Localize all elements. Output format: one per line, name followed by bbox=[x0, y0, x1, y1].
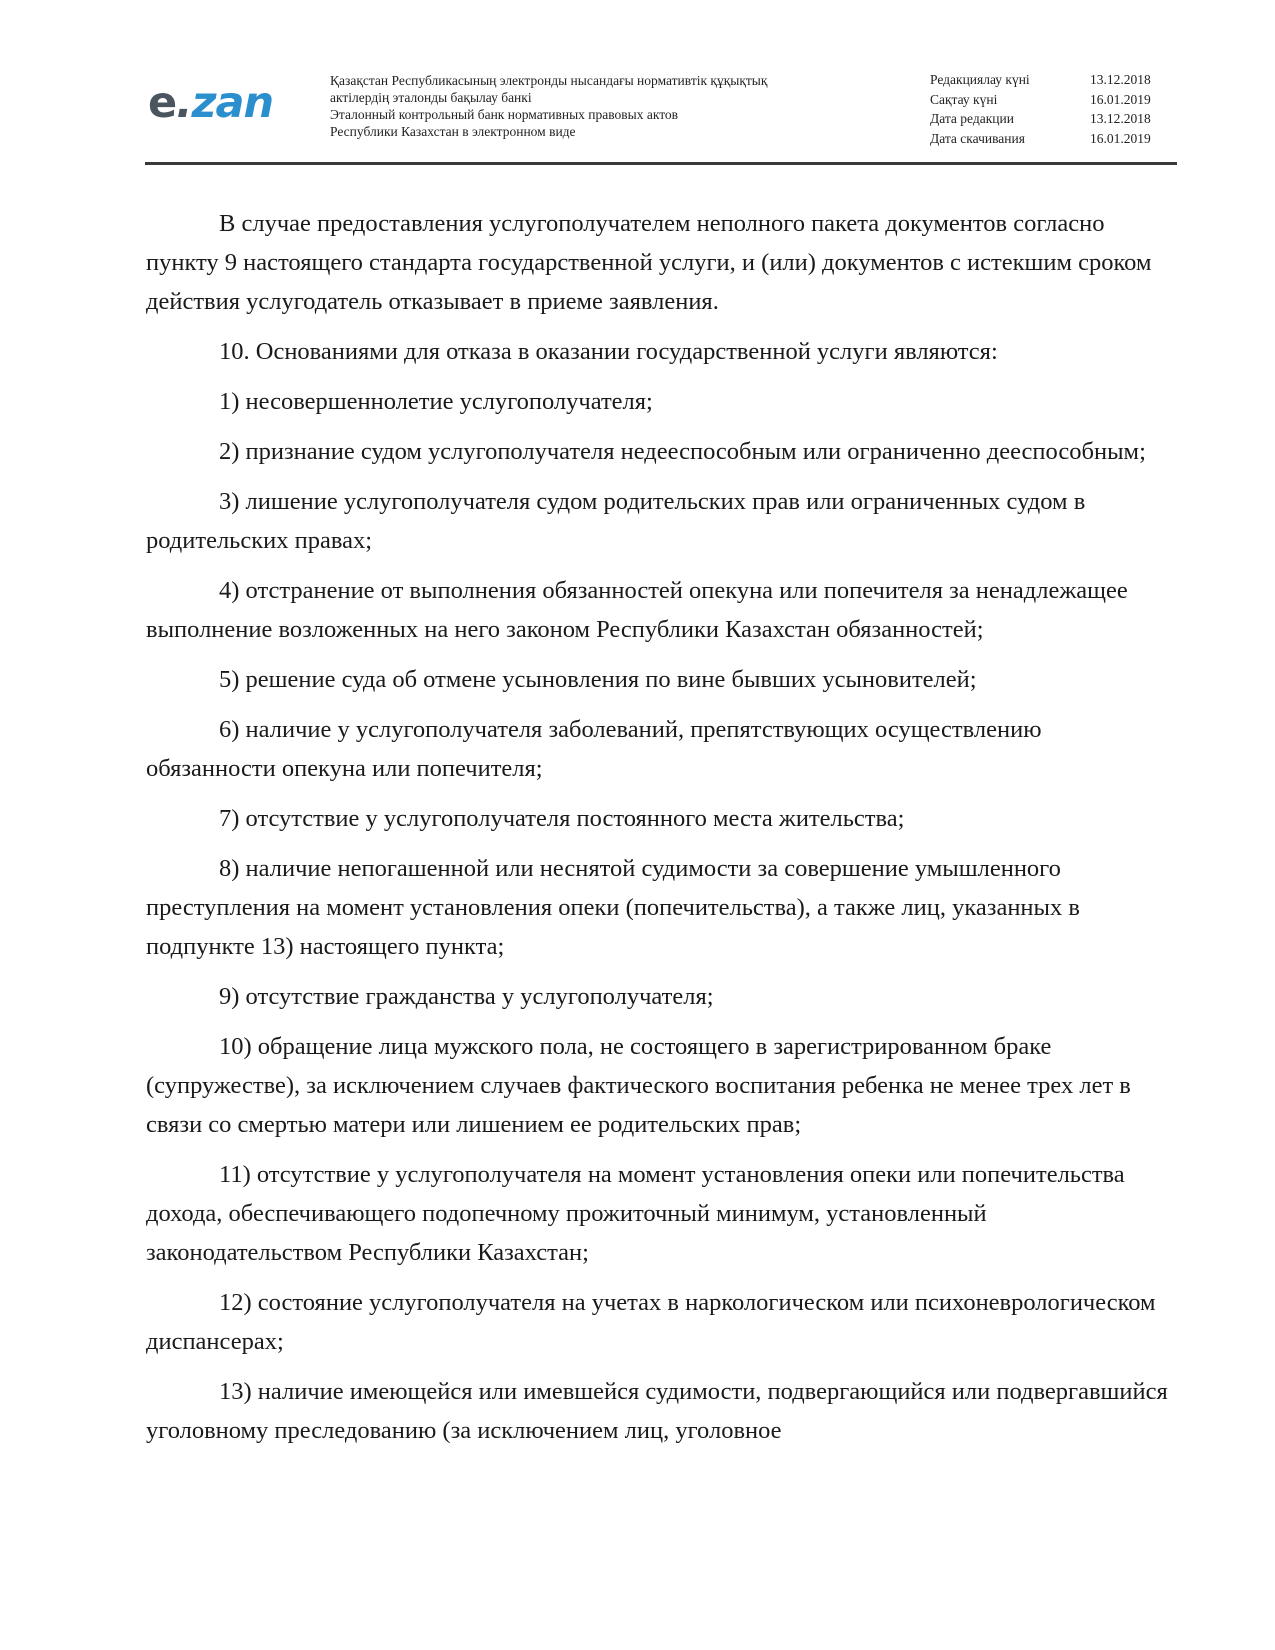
date-row bbox=[930, 90, 1170, 110]
paragraph: 10. Основаниями для отказа в оказании государственной услуги являются: bbox=[219, 338, 998, 365]
ezan-logo[interactable]: e.zan bbox=[148, 78, 274, 128]
list-item: 10) обращение лица мужского пола, не состоящего в зарегистрированном браке (супружестве), за исключением случаев фактического воспитания ребенка не менее трех лет в связи со смертью матери или лишением ее родительских прав; bbox=[146, 1033, 1131, 1138]
date-row bbox=[930, 109, 1170, 129]
date-label: Сақтау күні bbox=[930, 91, 998, 107]
list-item: 4) отстранение от выполнения обязанностей опекуна или попечителя за ненадлежащее выполнение возложенных на него законом Республики Казахстан обязанностей; bbox=[146, 577, 1128, 643]
date-row bbox=[930, 70, 1170, 90]
list-item: 1) несовершеннолетие услугополучателя; bbox=[219, 388, 653, 415]
header-line: Эталонный контрольный банк нормативных правовых актов bbox=[330, 107, 679, 122]
header-line: актілердің эталонды бақылау банкі bbox=[330, 90, 532, 105]
list-item: 8) наличие непогашенной или неснятой судимости за совершение умышленного преступления на момент установления опеки (попечительства), а также лиц, указанных в подпункте 13) настоящего пункта; bbox=[146, 855, 1080, 960]
date-value: 13.12.2018 bbox=[1090, 72, 1151, 87]
date-value: 16.01.2019 bbox=[1090, 130, 1151, 146]
date-label: Дата скачивания bbox=[930, 130, 1025, 146]
page-header bbox=[0, 0, 1275, 170]
list-item: 2) признание судом услугополучателя недееспособным или ограниченно дееспособным; bbox=[219, 438, 1146, 465]
list-item: 12) состояние услугополучателя на учетах в наркологическом или психоневрологическом диспансерах; bbox=[146, 1289, 1156, 1355]
list-item: 7) отсутствие у услугополучателя постоянного места жительства; bbox=[219, 805, 905, 832]
header-line: Республики Казахстан в электронном виде bbox=[330, 124, 576, 139]
list-item: 6) наличие у услугополучателя заболеваний, препятствующих осуществлению обязанности опекуна или попечителя; bbox=[146, 716, 1042, 782]
header-dates bbox=[930, 70, 1170, 148]
list-item: 9) отсутствие гражданства у услугополучателя; bbox=[219, 983, 714, 1010]
date-row bbox=[930, 129, 1170, 149]
header-line: Қазақстан Республикасының электронды нысандағы нормативтік құқықтық bbox=[330, 73, 768, 88]
header-divider bbox=[145, 162, 1177, 165]
date-value: 16.01.2019 bbox=[1090, 91, 1151, 107]
header-bank-title bbox=[330, 72, 900, 140]
date-label: Дата редакции bbox=[930, 111, 1014, 126]
list-item: 3) лишение услугополучателя судом родительских прав или ограниченных судом в родительских правах; bbox=[146, 488, 1086, 554]
date-label: Редакциялау күні bbox=[930, 72, 1030, 87]
list-item: 11) отсутствие у услугополучателя на момент установления опеки или попечительства дохода, обеспечивающего подопечному прожиточный минимум, установленный законодательством Республики Казахстан; bbox=[146, 1161, 1125, 1266]
list-item: 13) наличие имеющейся или имевшейся судимости, подвергающийся или подвергавшийся уголовному преследованию (за исключением лиц, уголовное bbox=[146, 1378, 1168, 1444]
document-body bbox=[146, 204, 1176, 1461]
date-value: 13.12.2018 bbox=[1090, 111, 1151, 126]
list-item: 5) решение суда об отмене усыновления по вине бывших усыновителей; bbox=[219, 666, 977, 693]
paragraph: В случае предоставления услугополучателем неполного пакета документов согласно пункту 9 настоящего стандарта государственной услуги, и (или) документов с истекшим сроком действия услугодатель отказывает в приеме заявления. bbox=[146, 210, 1152, 315]
